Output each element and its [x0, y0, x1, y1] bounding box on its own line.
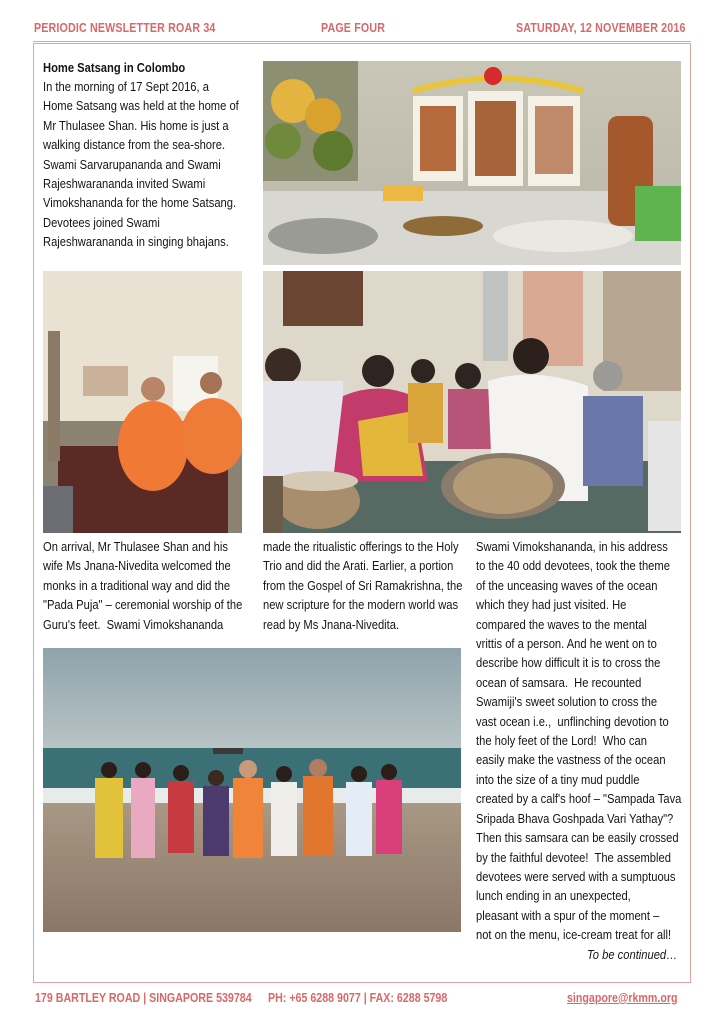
beach-group-photo [43, 648, 461, 932]
header-divider [33, 41, 691, 42]
page-number: PAGE FOUR [321, 20, 386, 35]
article-intro: In the morning of 17 Sept 2016, a Home Satsang was held at the home of Mr Thulasee Shan. His home is just a walking distance from the sea-shore. Swami Sarvarupananda and Swami Rajeshwarananda invited Swami Vimokshananda for the home Satsang. Devotees joined Swami Rajeshwarananda in singing bhajans. [43, 79, 239, 250]
body-column-1: On arrival, Mr Thulasee Shan and his wife Ms Jnana-Nivedita welcomed the monks in a traditional way and did the "Pada Puja" – ceremonial worship of the Guru's feet. Swami Vimokshananda [43, 539, 243, 632]
pada-puja-photo [43, 271, 242, 533]
footer-email-link[interactable]: singapore@rkmm.org [567, 990, 678, 1005]
article-title: Home Satsang in Colombo [43, 60, 186, 75]
altar-photo [263, 61, 681, 265]
bhajan-photo [263, 271, 681, 533]
body-column-2: made the ritualistic offerings to the Holy Trio and did the Arati. Earlier, a portion from the Gospel of Sri Ramakrishna, the new scripture for the modern world was read by Ms Jnana-Nivedita. [263, 539, 463, 632]
newsletter-title: PERIODIC NEWSLETTER ROAR 34 [34, 20, 216, 35]
footer-phone: PH: +65 6288 9077 | FAX: 6288 5798 [268, 990, 448, 1005]
body-column-3: Swami Vimokshananda, in his address to the 40 odd devotees, took the theme of the unceasing waves of the ocean which they had just visited. He compared the waves to the mental vrittis of a person. And he went on to describe how difficult it is to cross the ocean of samsara. He recounted Swamiji's sweet solution to cross the vast ocean i.e., unflinching devotion to the holy feet of the Lord! Who can easily make the vastness of the ocean into the size of a tiny mud puddle created by a calf's hoof – "Sampada Tava Sripada Bhava Goshpada Vari Yathay"? Then this samsara can be easily crossed by the faithful devotee! The assembled devotees were served with a sumptuous lunch ending in an unexpected, pleasant with a spur of the moment – not on the menu, ice-cream treat for all! [476, 539, 682, 943]
continued-note: To be continued… [587, 947, 678, 962]
footer-address: 179 BARTLEY ROAD | SINGAPORE 539784 [35, 990, 252, 1005]
issue-date: SATURDAY, 12 NOVEMBER 2016 [516, 20, 686, 35]
